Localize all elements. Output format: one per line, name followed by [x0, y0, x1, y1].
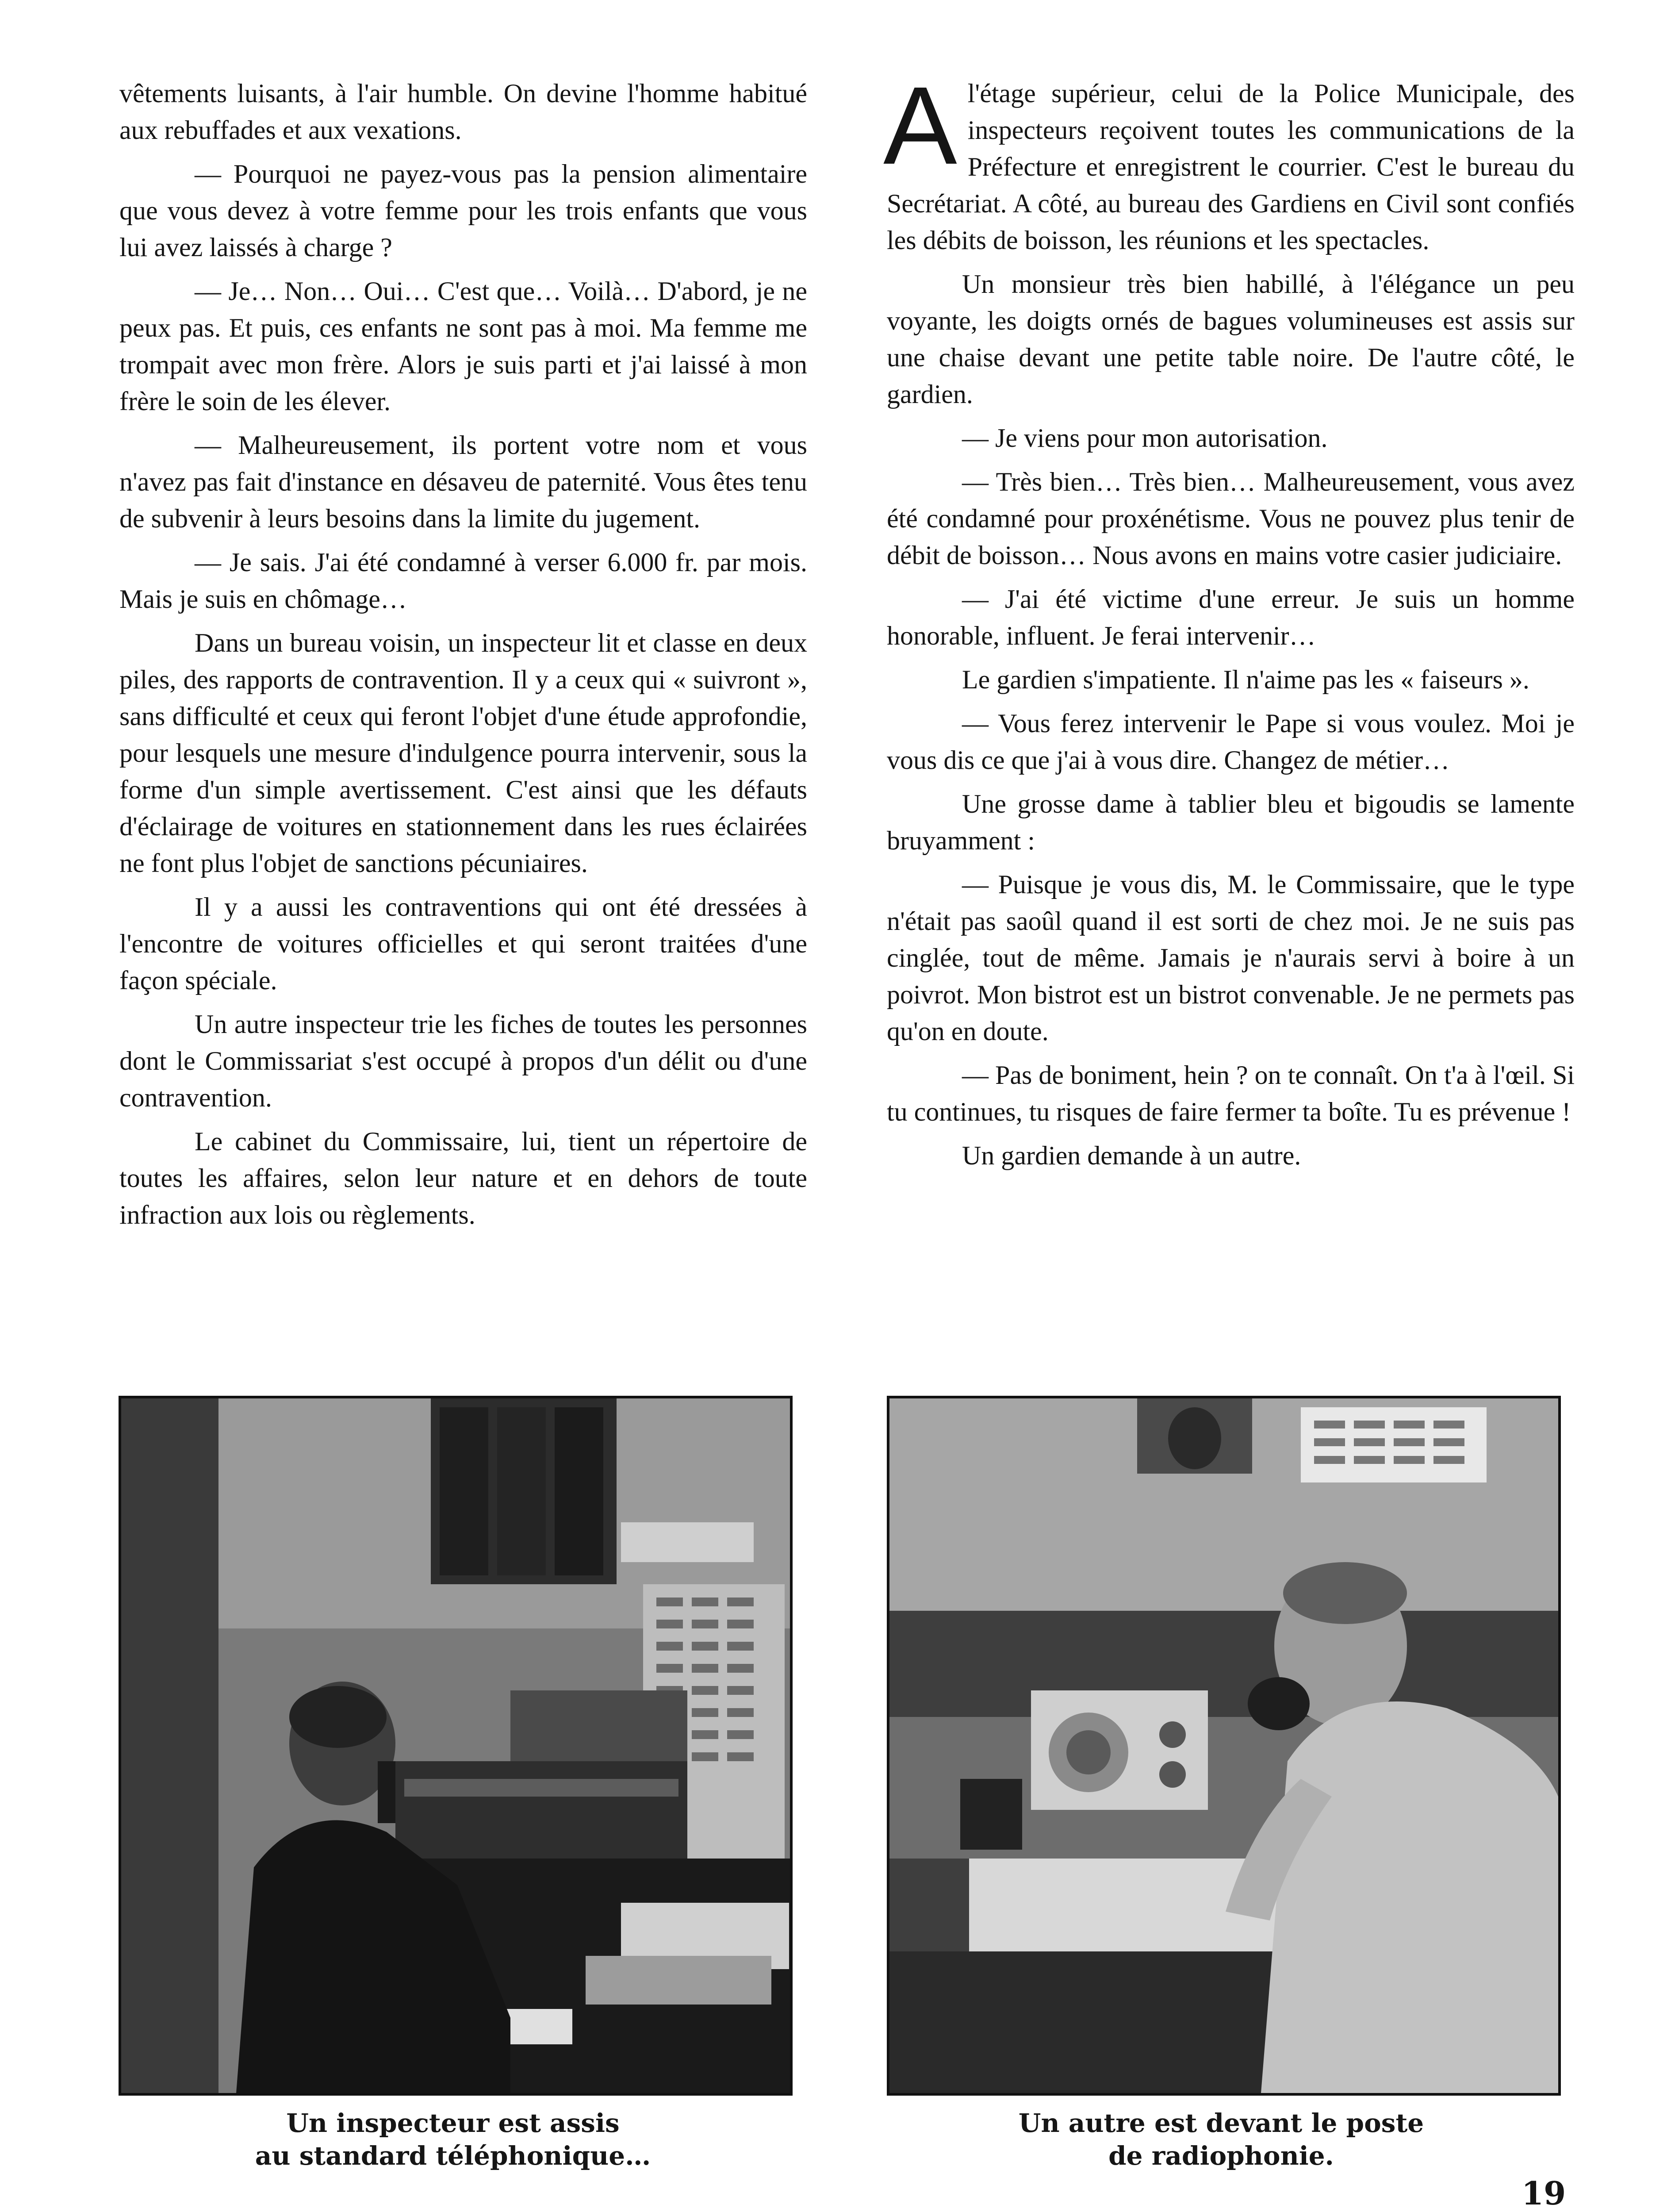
paragraph: Un autre inspecteur trie les fiches de toutes les personnes dont le Commissariat s'est occupé à propos d'un délit ou d'une contravention.: [119, 1010, 807, 1112]
paragraph: Il y a aussi les contraventions qui ont été dressées à l'encontre de voitures officielles et qui seront traitées d'une façon spéciale.: [119, 892, 807, 995]
paragraph: Dans un bureau voisin, un inspecteur lit et classe en deux piles, des rapports de contravention. Il y a ceux qui « suivront », sans difficulté et ceux qui feront l'objet d'une étude approfondie, pour lesquels une mesure d'indulgence pourra intervenir, sous la forme d'un simple avertissement. C'est ainsi que les défauts d'éclairage de voitures en stationnement dans les rues éclairées ne font plus l'objet de sanctions pécuniaires.: [119, 628, 807, 878]
radio-photo-caption: [887, 2107, 1556, 2172]
paragraph: Un monsieur très bien habillé, à l'élégance un peu voyante, les doigts ornés de bagues volumineuses est assis sur une chaise devant une petite table noire. De l'autre côté, le gardien.: [887, 269, 1575, 409]
opening-paragraph-text: l'étage supérieur, celui de la Police Municipale, des inspecteurs reçoivent toutes les communications de la Préfecture et enregistrent le courrier. C'est le bureau du Secrétariat. A côté, au bureau des Gardiens en Civil sont confiés les débits de boisson, les réunions et les spectacles.: [887, 79, 1575, 255]
switchboard-photo: [119, 1396, 793, 2096]
paragraph: — Je sais. J'ai été condamné à verser 6.000 fr. par mois. Mais je suis en chômage…: [119, 548, 807, 614]
paragraph: — Je… Non… Oui… C'est que… Voilà… D'abord, je ne peux pas. Et puis, ces enfants ne sont pas à moi. Ma femme me trompait avec mon frère. Alors je suis parti et j'ai laissé à mon frère le soin de les élever.: [119, 276, 807, 416]
switchboard-photo-caption: [119, 2107, 787, 2172]
left-text-column: [119, 75, 807, 1240]
paragraph: — J'ai été victime d'une erreur. Je suis un homme honorable, influent. Je ferai intervenir…: [887, 584, 1575, 650]
page-number: 19: [1522, 2174, 1566, 2212]
paragraph: — Puisque je vous dis, M. le Commissaire, que le type n'était pas saoûl quand il est sorti de chez moi. Je ne suis pas cinglée, tout de même. Jamais je n'aurais servi à boire à un poivrot. Mon bistrot est un bistrot convenable. Je ne permets pas qu'on en doute.: [887, 870, 1575, 1046]
switchboard-photo-illustration: [121, 1398, 790, 2093]
opening-paragraph: [883, 64, 1575, 259]
paragraph: Le gardien s'impatiente. Il n'aime pas les « faiseurs ».: [962, 665, 1529, 694]
drop-cap: A: [883, 64, 957, 187]
paragraph: — Très bien… Très bien… Malheureusement, vous avez été condamné pour proxénétisme. Vous ne pouvez plus tenir de débit de boisson… Nous avons en mains votre casier judiciaire.: [887, 467, 1575, 570]
caption-line: au standard téléphonique…: [255, 2141, 651, 2171]
paragraph: — Pourquoi ne payez-vous pas la pension alimentaire que vous devez à votre femme pour les trois enfants que vous lui avez laissés à charge ?: [119, 159, 807, 262]
paragraph: vêtements luisants, à l'air humble. On devine l'homme habitué aux rebuffades et aux vexations.: [119, 79, 807, 145]
radio-station-photo-illustration: [889, 1398, 1558, 2093]
radio-station-photo: [887, 1396, 1561, 2096]
paragraph: — Malheureusement, ils portent votre nom et vous n'avez pas fait d'instance en désaveu de paternité. Vous êtes tenu de subvenir à leurs besoins dans la limite du jugement.: [119, 430, 807, 533]
paragraph: Un gardien demande à un autre.: [962, 1141, 1301, 1170]
caption-line: de radiophonie.: [1108, 2141, 1334, 2171]
caption-line: Un inspecteur est assis: [286, 2108, 620, 2138]
paragraph: — Je viens pour mon autorisation.: [962, 423, 1328, 453]
paragraph: Une grosse dame à tablier bleu et bigoudis se lamente bruyamment :: [887, 789, 1575, 855]
paragraph: — Vous ferez intervenir le Pape si vous voulez. Moi je vous dis ce que j'ai à vous dire. Changez de métier…: [887, 709, 1575, 775]
paragraph: — Pas de boniment, hein ? on te connaît. On t'a à l'œil. Si tu continues, tu risques de faire fermer ta boîte. Tu es prévenue !: [887, 1060, 1575, 1126]
caption-line: Un autre est devant le poste: [1018, 2108, 1424, 2138]
paragraph: Le cabinet du Commissaire, lui, tient un répertoire de toutes les affaires, selon leur nature et en dehors de toute infraction aux lois ou règlements.: [119, 1127, 807, 1229]
right-text-column: [883, 64, 1575, 1181]
